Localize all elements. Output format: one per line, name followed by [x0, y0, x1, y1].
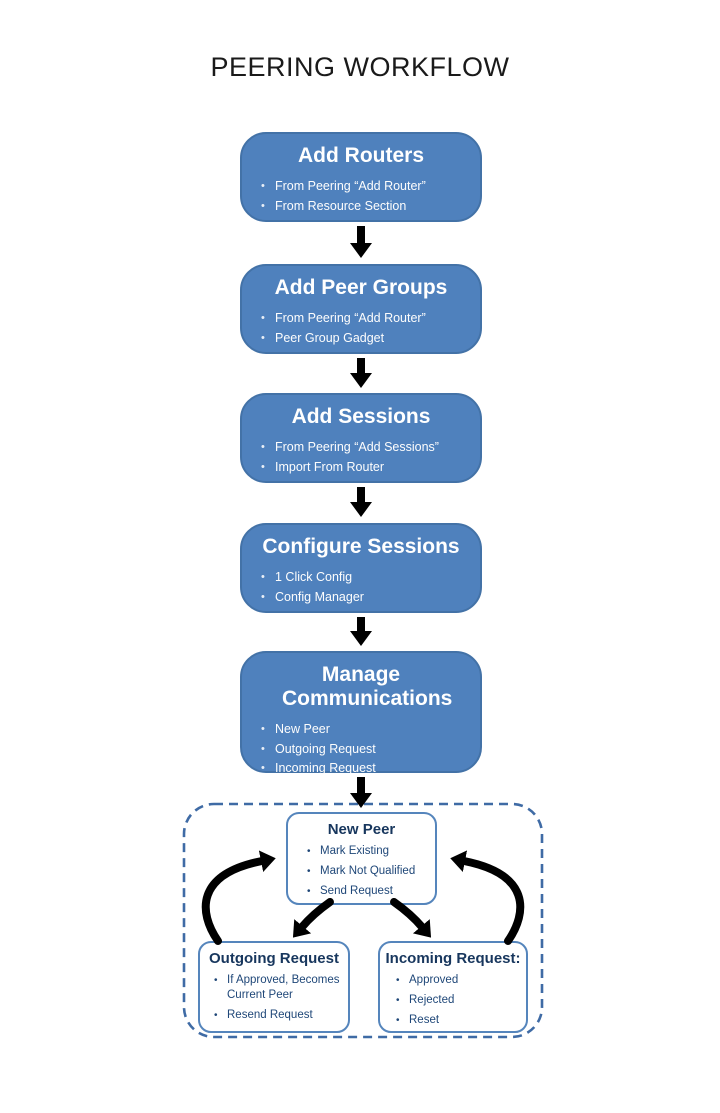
flow-step-bullet-list	[242, 177, 480, 216]
bullet-item	[288, 884, 435, 899]
bullet-text: Mark Existing	[320, 845, 390, 857]
flow-step-bullet-list	[242, 568, 480, 607]
bullet-text: Import From Router	[275, 459, 385, 474]
bullet-text: From Resource Section	[275, 198, 407, 213]
bullet-text: From Peering “Add Sessions”	[275, 440, 439, 454]
bullet-item	[242, 759, 480, 779]
flow-step-bullet-list	[242, 309, 480, 348]
bullet-text: Mark Not Qualified	[320, 865, 416, 877]
bullet-item	[242, 177, 480, 197]
cycle-box-bullet-list	[288, 844, 435, 899]
flow-step-bullet-list	[242, 438, 480, 477]
cycle-box-title: New Peer	[327, 821, 396, 838]
cycle-box-bullet-list	[380, 973, 526, 1028]
flow-step-title: Add Sessions	[291, 405, 431, 428]
cycle-box-incoming-request	[378, 941, 528, 1033]
bullet-text: Config Manager	[275, 589, 364, 604]
bullet-item	[242, 588, 480, 608]
bullet-text: Rejected	[409, 994, 455, 1006]
cycle-box-title: Incoming Request:	[385, 950, 521, 967]
bullet-item	[242, 197, 480, 217]
bullet-text: From Peering “Add Router”	[275, 179, 426, 193]
bullet-text: From Peering “Add Router”	[275, 311, 426, 325]
flow-step-bullet-list	[242, 720, 480, 779]
flow-step-add-peer-groups	[240, 264, 482, 354]
bullet-item	[242, 740, 480, 760]
bullet-text: Resend Request	[227, 1009, 313, 1021]
flow-step-add-sessions	[240, 393, 482, 483]
bullet-item	[200, 973, 348, 1003]
cycle-box-new-peer	[286, 812, 437, 905]
bullet-text: Approved	[409, 974, 459, 986]
bullet-item	[242, 458, 480, 478]
bullet-text: Reset	[409, 1014, 440, 1026]
bullet-item	[380, 993, 526, 1008]
bullet-item	[242, 720, 480, 740]
cycle-box-outgoing-request	[198, 941, 350, 1033]
bullet-text: If Approved, Becomes Current Peer	[227, 974, 340, 1001]
bullet-item	[380, 973, 526, 988]
cycle-box-bullet-list	[200, 973, 348, 1023]
bullet-item	[288, 864, 435, 879]
flow-step-title: Configure Sessions	[262, 535, 460, 558]
bullet-text: Send Request	[320, 885, 393, 897]
bullet-item	[242, 568, 480, 588]
cycle-box-title: Outgoing Request	[209, 950, 339, 967]
bullet-item	[242, 329, 480, 349]
bullet-text: Peer Group Gadget	[275, 330, 385, 345]
flow-step-title: Add Routers	[298, 144, 424, 167]
bullet-text: New Peer	[275, 722, 330, 736]
bullet-text: Outgoing Request	[275, 741, 376, 756]
flow-step-configure-sessions	[240, 523, 482, 613]
bullet-item	[200, 1008, 348, 1023]
bullet-text: Incoming Request	[275, 761, 376, 775]
flow-step-title: Add Peer Groups	[274, 276, 448, 299]
bullet-text: 1 Click Config	[275, 570, 353, 584]
bullet-item	[288, 844, 435, 859]
bullet-item	[242, 309, 480, 329]
bullet-item	[242, 438, 480, 458]
flow-step-title: Manage Communications	[282, 663, 453, 710]
bullet-item	[380, 1013, 526, 1028]
flow-step-manage-communications	[240, 651, 482, 773]
flow-step-add-routers	[240, 132, 482, 222]
page-title: PEERING WORKFLOW	[210, 52, 510, 82]
